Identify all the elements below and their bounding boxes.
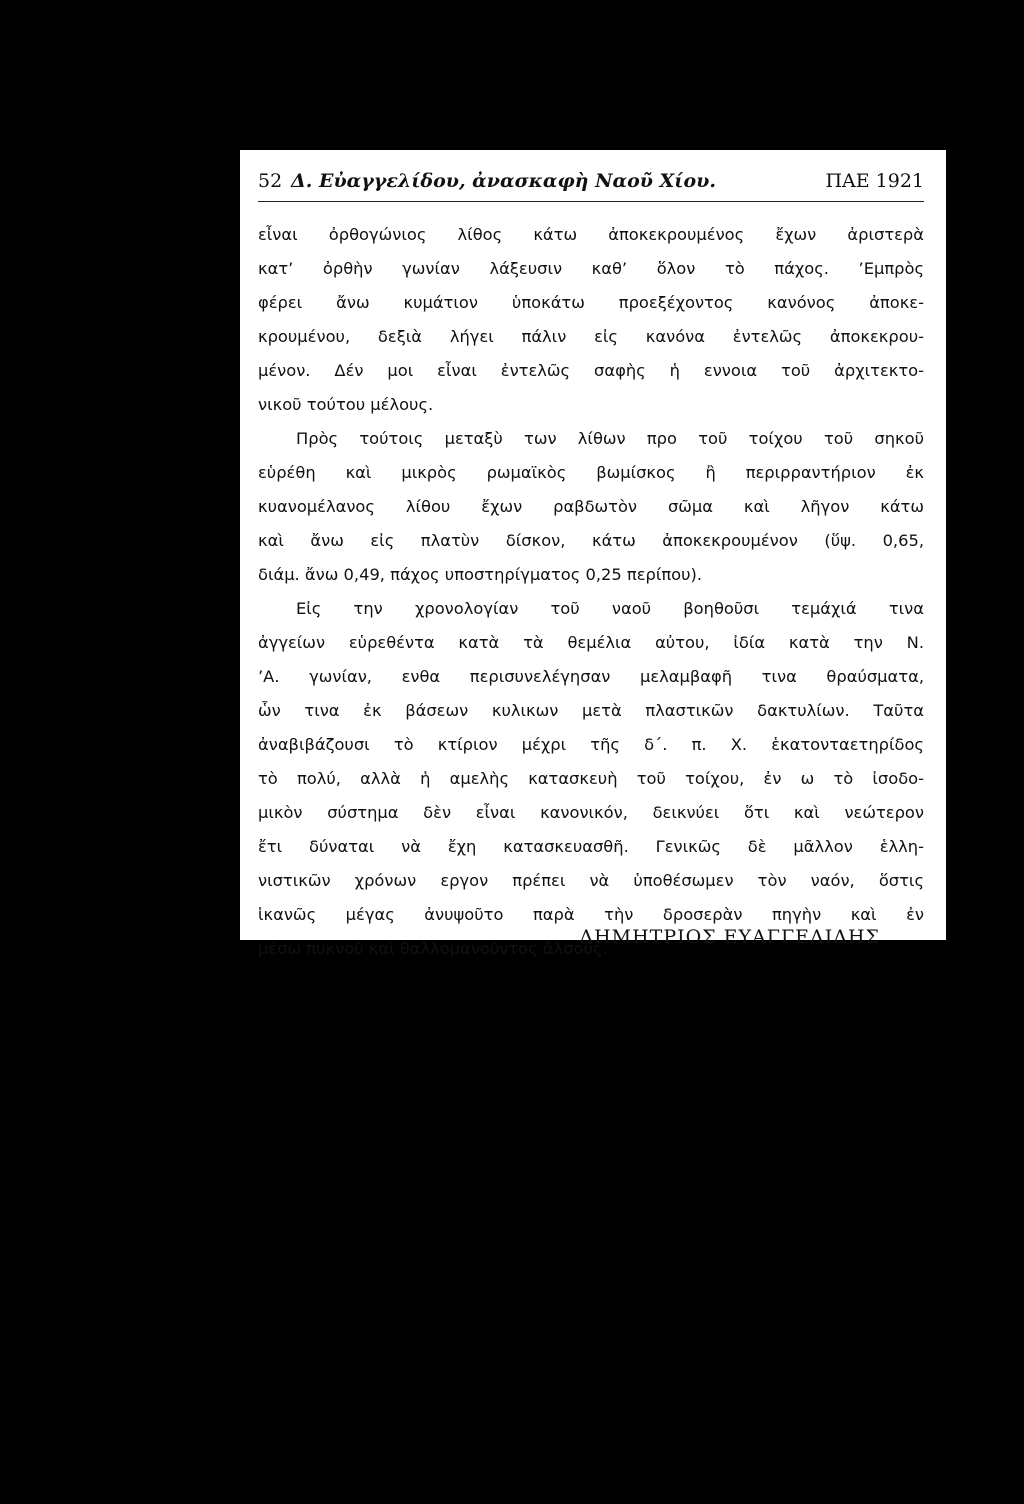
text-line: Εἰς την χρονολογίαν τοῦ ναοῦ βοηθοῦσι τεμάχιά τινα: [296, 599, 924, 618]
running-title: Δ. Εὐαγγελίδου, ἀνασκαφὴ Ναοῦ Χίου.: [291, 170, 716, 192]
header-rule: [258, 201, 924, 202]
text-line: μένον. Δέν μοι εἶναι ἐντελῶς σαφὴς ἡ εννοια τοῦ ἀρχιτεκτο-: [258, 361, 924, 380]
text-line: ἱκανῶς μέγας ἀνυψοῦτο παρὰ τὴν δροσερὰν πηγὴν καὶ ἐν: [258, 905, 924, 924]
text-line: ἀγγείων εὑρεθέντα κατὰ τὰ θεμέλια αὐτου, ἰδία κατὰ την Ν.: [258, 633, 924, 652]
text-line: Πρὸς τούτοις μεταξὺ των λίθων προ τοῦ τοίχου τοῦ σηκοῦ: [296, 429, 924, 448]
text-line: κατ’ ὀρθὴν γωνίαν λάξευσιν καθ’ ὅλον τὸ πάχος. ’Εμπρὸς: [258, 259, 924, 278]
text-line: μικὸν σύστημα δὲν εἶναι κανονικόν, δεικνύει ὅτι καὶ νεώτερον: [258, 803, 924, 822]
text-line: καὶ ἄνω εἰς πλατὺν δίσκον, κάτω ἀποκεκρουμένον (ὕψ. 0,65,: [258, 531, 924, 550]
text-line: ’Α. γωνίαν, ενθα περισυνελέγησαν μελαμβαφῆ τινα θραύσματα,: [258, 667, 924, 686]
author-signature: ΔΗΜΗΤΡΙΟΣ ΕΥΑΓΓΕΛΙΔΗΣ: [579, 926, 880, 948]
document-page: [240, 150, 946, 958]
text-line: εὑρέθη καὶ μικρὸς ρωμαϊκὸς βωμίσκος ἢ περιρραντήριον ἐκ: [258, 463, 924, 482]
text-line: τὸ πολύ, αλλὰ ἡ αμελὴς κατασκευὴ τοῦ τοίχου, ἐν ω τὸ ἰσοδο-: [258, 769, 924, 788]
body-text: [258, 218, 924, 966]
text-line: φέρει ἄνω κυμάτιον ὑποκάτω προεξέχοντος κανόνος ἀποκε-: [258, 293, 924, 312]
text-line: εἶναι ὀρθογώνιος λίθος κάτω ἀποκεκρουμένος ἔχων ἀριστερὰ: [258, 225, 924, 244]
text-line: νικοῦ τούτου μέλους.: [258, 395, 434, 414]
text-line: νιστικῶν χρόνων εργον πρέπει νὰ ὑποθέσωμεν τὸν ναόν, ὅστις: [258, 871, 924, 890]
text-line: διάμ. ἄνω 0,49, πάχος υποστηρίγματος 0,25 περίπου).: [258, 565, 703, 584]
journal-reference: ΠΑΕ 1921: [825, 170, 924, 192]
page-number: 52: [258, 170, 283, 192]
text-line: μέσω πυκνοῦ καὶ θαλλομανοῦντος ἄλσους.: [258, 939, 608, 958]
running-header: [258, 170, 924, 204]
text-line: ἔτι δύναται νὰ ἔχη κατασκευασθῆ. Γενικῶς δὲ μᾶλλον ἑλλη-: [258, 837, 924, 856]
text-line: κυανομέλανος λίθου ἔχων ραβδωτὸν σῶμα καὶ λῆγον κάτω: [258, 497, 924, 516]
text-line: ὧν τινα ἐκ βάσεων κυλικων μετὰ πλαστικῶν δακτυλίων. Ταῦτα: [258, 701, 924, 720]
text-line: κρουμένου, δεξιὰ λήγει πάλιν εἰς κανόνα ἐντελῶς ἀποκεκρου-: [258, 327, 924, 346]
text-line: ἀναβιβάζουσι τὸ κτίριον μέχρι τῆς δ΄. π. Χ. ἑκατονταετηρίδος: [258, 735, 924, 754]
